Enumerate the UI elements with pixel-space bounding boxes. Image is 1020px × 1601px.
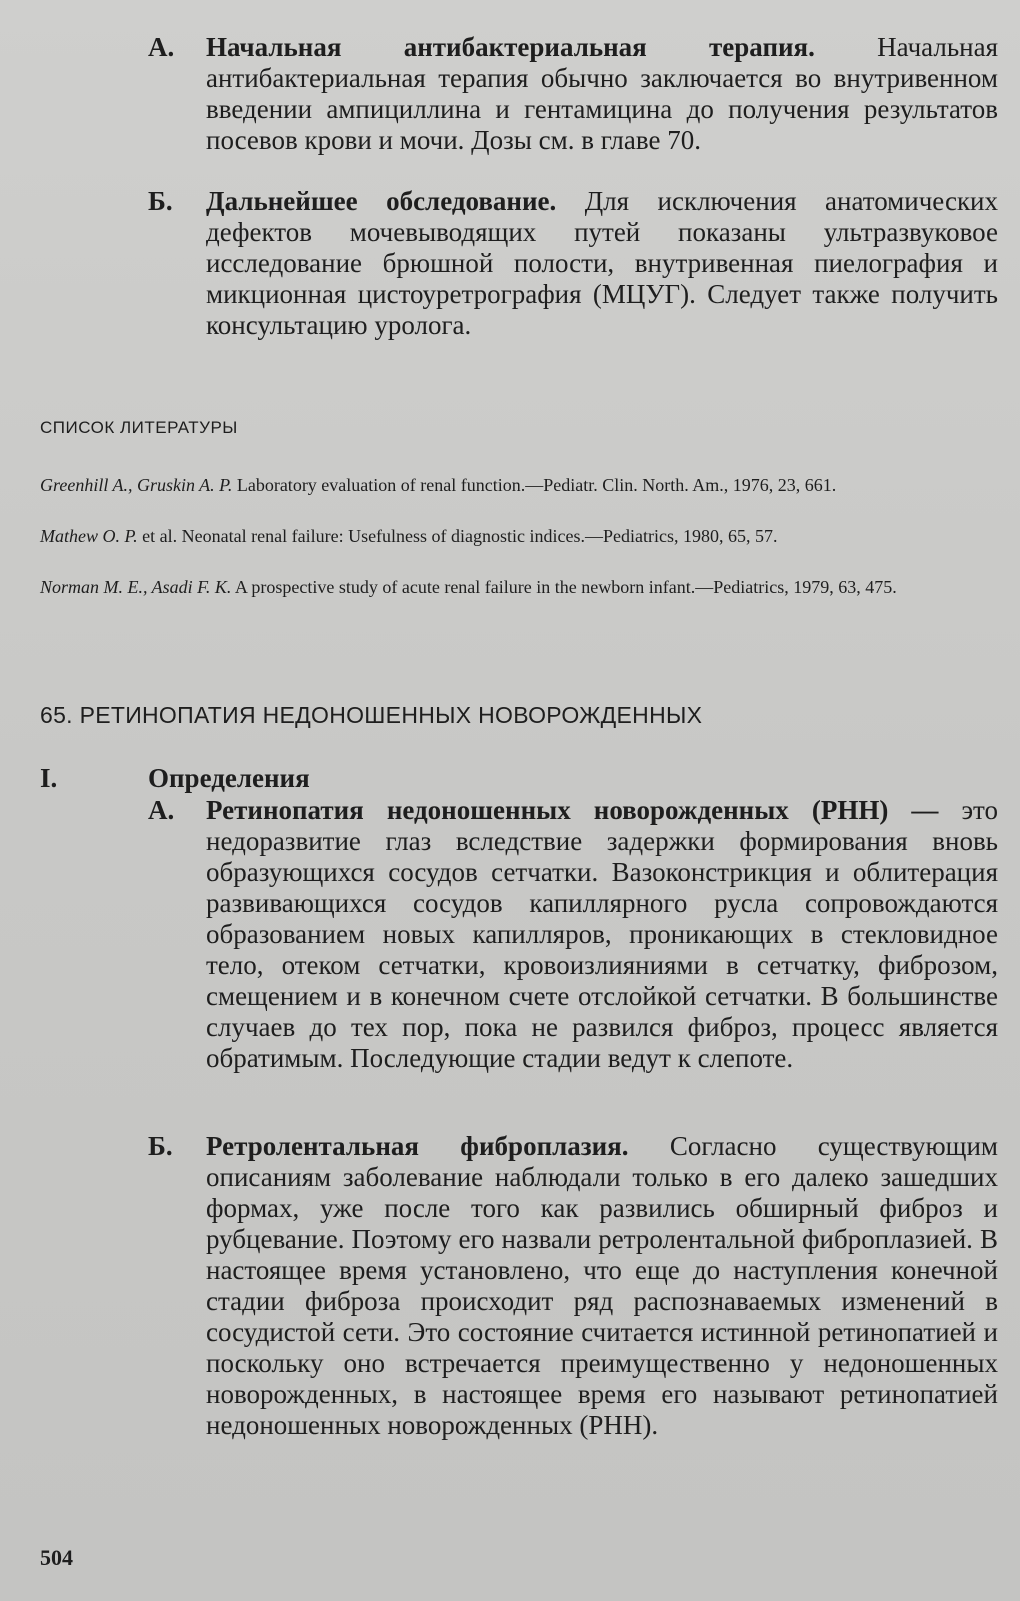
- reference-authors: Norman M. E., Asadi F. K.: [40, 577, 232, 597]
- reference-entry: [40, 576, 998, 599]
- list-item-retrolental-fibroplasia: [148, 1131, 998, 1441]
- item-heading: Дальнейшее обследование.: [206, 186, 557, 216]
- item-text: это недоразвитие глаз вследствие задержки формирования вновь образующихся сосудов сетчатки. Вазоконстрикция и облитерация развивающихся сосудов капиллярного русла сопровождаются образованием новых капилляров, проникающих в стекловидное тело, отеком сетчатки, кровоизлияниями в сетчатку, фиброзом, смещением и в конечном счете отслойкой сетчатки. В большинстве случаев до тех пор, пока не развился фиброз, процесс является обратимым. Последующие стадии ведут к слепоте.: [206, 795, 999, 1073]
- item-letter: Б.: [148, 186, 173, 216]
- item-body: [206, 186, 998, 341]
- item-heading: Ретинопатия недоношенных новорожденных (РНН) —: [206, 795, 939, 825]
- item-body: [206, 32, 998, 156]
- section-number: I.: [40, 763, 58, 793]
- reference-entry: [40, 525, 998, 548]
- reference-text: A prospective study of acute renal failure in the newborn infant.—Pediatrics, 1979, 63, 475.: [234, 577, 897, 597]
- item-letter: Б.: [148, 1131, 173, 1161]
- list-item-further-examination: [148, 186, 998, 341]
- item-heading: Начальная антибактериальная терапия.: [206, 32, 815, 62]
- item-text: Начальная антибактериальная терапия обычно заключается во внутривенном введении ампициллина и гентамицина до получения результатов посевов крови и мочи. Дозы см. в главе 70.: [206, 32, 999, 155]
- item-text: Согласно существующим описаниям заболевание наблюдали только в его далеко зашедших формах, уже после того как развились обширный фиброз и рубцевание. Поэтому его назвали ретролентальной фиброплазией. В настоящее время установлено, что еще до наступления конечной стадии фиброза происходит ряд распознаваемых изменений в сосудистой сети. Это состояние считается истинной ретинопатией и поскольку оно встречается преимущественно у недоношенных новорожденных, в настоящее время его называют ретинопатией недоношенных новорожденных (РНН).: [206, 1131, 998, 1440]
- item-heading: Ретролентальная фиброплазия.: [206, 1131, 629, 1161]
- item-body: [206, 1131, 998, 1441]
- references-heading: СПИСОК ЛИТЕРАТУРЫ: [40, 418, 238, 437]
- section-title: Определения: [148, 763, 310, 793]
- item-body: [206, 795, 998, 1074]
- reference-entry: [40, 474, 998, 497]
- item-text: Для исключения анатомических дефектов мочевыводящих путей показаны ультразвуковое исследование брюшной полости, внутривенная пиелография и микционная цистоуретрография (МЦУГ). Следует также получить консультацию уролога.: [206, 186, 999, 340]
- page-number: 504: [40, 1545, 73, 1570]
- reference-authors: Greenhill A., Gruskin A. P.: [40, 475, 233, 495]
- item-letter: А.: [148, 32, 175, 62]
- chapter-title: 65. РЕТИНОПАТИЯ НЕДОНОШЕННЫХ НОВОРОЖДЕННЫХ: [40, 702, 703, 728]
- reference-text: Laboratory evaluation of renal function.—Pediatr. Clin. North. Am., 1976, 23, 661.: [236, 475, 837, 495]
- list-item-antibacterial-therapy: [148, 32, 998, 156]
- reference-authors: Mathew O. P.: [40, 526, 138, 546]
- reference-text: et al. Neonatal renal failure: Usefulness of diagnostic indices.—Pediatrics, 1980, 65, 57.: [142, 526, 778, 546]
- list-item-definition-rnn: [148, 795, 998, 1074]
- item-letter: А.: [148, 795, 175, 825]
